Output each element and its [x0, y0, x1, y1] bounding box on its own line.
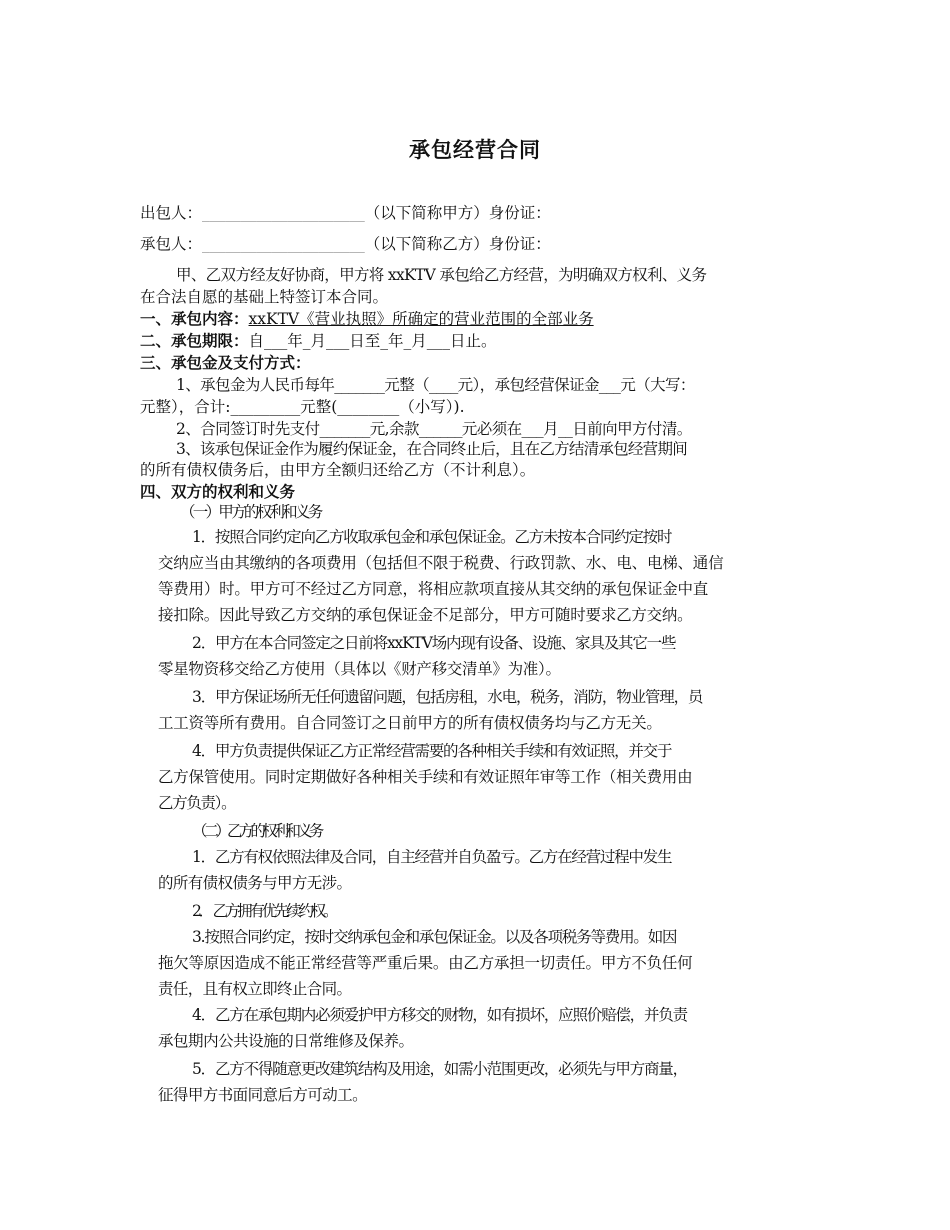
section-4-heading: 四、双方的权利和义务: [140, 482, 296, 501]
part-a-title: （一）甲方的权利和义务: [180, 503, 321, 521]
section-3-line-4: 3、该承包保证金作为履约保证金，在合同终止后，且在乙方结清承包经营期间: [176, 440, 687, 458]
part-a-line-5: 2．甲方在本合同签定之日前将xxKTV场内现有设备、设施、家具及其它一些: [192, 634, 676, 652]
part-a-line-8: 工工资等所有费用。自合同签订之日前甲方的所有债权债务均与乙方无关。: [158, 714, 662, 732]
part-a-line-4: 接扣除。因此导致乙方交纳的承包保证金不足部分，甲方可随时要求乙方交纳。: [158, 606, 693, 624]
section-2-heading: 二、承包期限：: [140, 331, 249, 350]
party-a-line: [140, 202, 830, 224]
party-a-blank: _____________________: [202, 204, 365, 222]
part-b-line-3: 2． 乙方拥有优先续约权。: [192, 902, 336, 920]
party-a-suffix: （以下简称甲方）身份证：: [364, 204, 551, 222]
section-3-line-2: 元整），合计:_________元整(________（小写）).: [140, 398, 465, 416]
part-a-line-3: 等费用）时。甲方可不经过乙方同意，将相应款项直接从其交纳的承包保证金中直: [158, 580, 709, 598]
part-b-line-7: 4．乙方在承包期内必须爱护甲方移交的财物，如有损坏，应照价赔偿，并负责: [192, 1006, 687, 1024]
part-a-line-7: 3．甲方保证场所无任何遗留问题，包括房租，水电，税务，消防，物业管理，员: [192, 688, 703, 706]
section-3-heading: 三、承包金及支付方式：: [140, 353, 311, 372]
part-a-line-11: 乙方负责）。: [158, 794, 236, 812]
section-3-line-5: 的所有债权债务后，由甲方全额归还给乙方（不计利息）。: [140, 461, 536, 479]
document-title: 承包经营合同: [409, 138, 541, 162]
part-b-line-8: 承包期内公共设施的日常维修及保养。: [158, 1032, 414, 1050]
part-a-line-10: 乙方保管使用。同时定期做好各种相关手续和有效证照年审等工作（相关费用由: [158, 768, 693, 786]
party-b-label: 承包人：: [140, 235, 203, 253]
part-b-line-6: 责任，且有权立即终止合同。: [158, 980, 352, 998]
section-1-content: xxKTV《营业执照》所确定的营业范围的全部业务: [248, 310, 594, 328]
section-2-content: 自___年_月___日至_年_月___日止。: [248, 332, 497, 350]
party-b-line: [140, 233, 830, 255]
party-b-suffix: （以下简称乙方）身份证：: [364, 235, 551, 253]
section-1-heading: 一、承包内容：: [140, 309, 249, 328]
part-a-line-1: 1．按照合同约定向乙方收取承包金和承包保证金。乙方未按本合同约定按时: [192, 528, 672, 546]
part-b-line-5: 拖欠等原因造成不能正常经营等严重后果。由乙方承担一切责任。甲方不负任何: [158, 954, 693, 972]
section-2: [140, 330, 830, 352]
part-a-line-6: 零星物资移交给乙方使用（具体以《财产移交清单》为准）。: [158, 660, 561, 678]
section-3-line-1: 1、承包金为人民币每年_______元整（____元），承包经营保证金___元（大写：: [176, 376, 695, 394]
section-3-line-3: 2、合同签订时先支付_______元,余款______元必须在___月__日前向甲方付清。: [176, 420, 692, 438]
part-b-line-10: 征得甲方书面同意后方可动工。: [158, 1086, 368, 1104]
party-a-label: 出包人：: [140, 204, 203, 222]
part-b-line-2: 的所有债权债务与甲方无涉。: [158, 874, 352, 892]
part-b-line-1: 1．乙方有权依照法律及合同，自主经营并自负盈亏。乙方在经营过程中发生: [192, 848, 672, 866]
part-b-line-9: 5．乙方不得随意更改建筑结构及用途，如需小范围更改，必须先与甲方商量，: [192, 1060, 687, 1078]
section-1: [140, 308, 830, 330]
part-a-line-9: 4．甲方负责提供保证乙方正常经营需要的各种相关手续和有效证照，并交于: [192, 742, 672, 760]
preamble-line-2: 在合法自愿的基础上特签订本合同。: [140, 288, 389, 306]
party-b-blank: _____________________: [202, 235, 365, 253]
preamble-line-1: 甲、乙双方经友好协商，甲方将 xxKTV 承包给乙方经营，为明确双方权利、义务: [176, 266, 707, 284]
part-b-title: （二）乙方的权利和义务: [192, 822, 321, 840]
part-a-line-2: 交纳应当由其缴纳的各项费用（包括但不限于税费、行政罚款、水、电、电梯、通信: [158, 554, 724, 572]
part-b-line-4: 3.按照合同约定，按时交纳承包金和承包保证金。以及各项税务等费用。如因: [192, 928, 677, 946]
